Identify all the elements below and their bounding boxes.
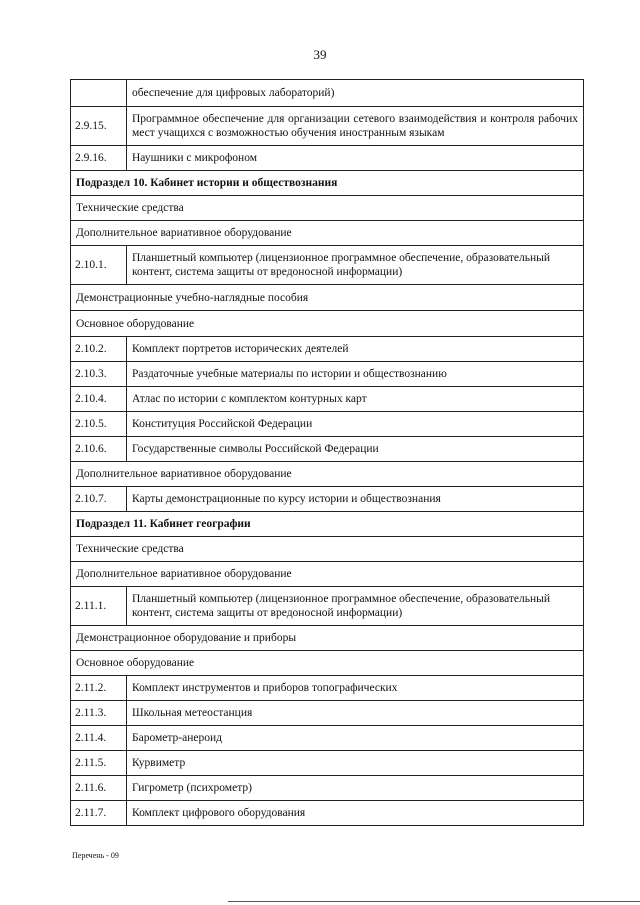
- table-row: [71, 412, 584, 437]
- item-description: Раздаточные учебные материалы по истории и обществознанию: [127, 362, 584, 387]
- item-description: Школьная метеостанция: [127, 701, 584, 726]
- item-description: Карты демонстрационные по курсу истории и обществознания: [127, 487, 584, 512]
- item-number: 2.10.4.: [71, 387, 127, 412]
- item-number: 2.11.2.: [71, 676, 127, 701]
- table-row: [71, 587, 584, 626]
- table-row: [71, 146, 584, 171]
- subsection-title: Подраздел 11. Кабинет географии: [71, 512, 584, 537]
- item-description: Планшетный компьютер (лицензионное программное обеспечение, образовательный контент, система защиты от вредоносной информации): [127, 246, 584, 285]
- item-number: 2.10.5.: [71, 412, 127, 437]
- item-description: Наушники с микрофоном: [127, 146, 584, 171]
- item-number: 2.10.6.: [71, 437, 127, 462]
- category-heading: Технические средства: [71, 196, 584, 221]
- table-row: [71, 487, 584, 512]
- category-row: [71, 285, 584, 311]
- item-number: 2.11.5.: [71, 751, 127, 776]
- category-heading: Демонстрационное оборудование и приборы: [71, 626, 584, 651]
- table-row: [71, 801, 584, 826]
- item-number: 2.10.3.: [71, 362, 127, 387]
- category-heading: Дополнительное вариативное оборудование: [71, 462, 584, 487]
- table-row: [71, 726, 584, 751]
- document-footer: Перечень - 09: [72, 851, 119, 860]
- category-row: [71, 311, 584, 337]
- item-number: 2.11.1.: [71, 587, 127, 626]
- scan-edge-line: [228, 901, 640, 902]
- item-description: Планшетный компьютер (лицензионное программное обеспечение, образовательный контент, система защиты от вредоносной информации): [127, 587, 584, 626]
- item-description: Гигрометр (психрометр): [127, 776, 584, 801]
- subsection-row: [71, 171, 584, 196]
- table-row: [71, 80, 584, 107]
- category-heading: Дополнительное вариативное оборудование: [71, 221, 584, 246]
- category-heading: Дополнительное вариативное оборудование: [71, 562, 584, 587]
- item-number: 2.10.1.: [71, 246, 127, 285]
- table-row: [71, 437, 584, 462]
- category-row: [71, 196, 584, 221]
- subsection-title: Подраздел 10. Кабинет истории и обществознания: [71, 171, 584, 196]
- category-row: [71, 537, 584, 562]
- item-number: 2.11.7.: [71, 801, 127, 826]
- table-row: [71, 676, 584, 701]
- category-heading: Основное оборудование: [71, 651, 584, 676]
- item-description: Курвиметр: [127, 751, 584, 776]
- subsection-row: [71, 512, 584, 537]
- table-row: [71, 362, 584, 387]
- category-row: [71, 562, 584, 587]
- item-number: 2.11.3.: [71, 701, 127, 726]
- table-row: [71, 246, 584, 285]
- item-description: Программное обеспечение для организации сетевого взаимодействия и контроля рабочих мест учащихся с возможностью обучения иностранным языкам: [127, 107, 584, 146]
- table-row: [71, 387, 584, 412]
- item-description: Комплект инструментов и приборов топографических: [127, 676, 584, 701]
- item-description: Комплект цифрового оборудования: [127, 801, 584, 826]
- item-description: Комплект портретов исторических деятелей: [127, 337, 584, 362]
- table-row: [71, 776, 584, 801]
- category-heading: Демонстрационные учебно-наглядные пособия: [71, 285, 584, 311]
- category-heading: Основное оборудование: [71, 311, 584, 337]
- item-description: Барометр-анероид: [127, 726, 584, 751]
- item-number: 2.10.7.: [71, 487, 127, 512]
- category-row: [71, 462, 584, 487]
- equipment-table-body: [71, 80, 584, 826]
- page-number: 39: [313, 47, 327, 62]
- table-row: [71, 337, 584, 362]
- item-description: Атлас по истории с комплектом контурных карт: [127, 387, 584, 412]
- item-number: 2.11.4.: [71, 726, 127, 751]
- equipment-table: [70, 79, 584, 826]
- item-number: [71, 80, 127, 107]
- table-row: [71, 701, 584, 726]
- item-number: 2.11.6.: [71, 776, 127, 801]
- item-number: 2.10.2.: [71, 337, 127, 362]
- category-row: [71, 221, 584, 246]
- category-row: [71, 651, 584, 676]
- item-description: обеспечение для цифровых лабораторий): [127, 80, 584, 107]
- item-description: Конституция Российской Федерации: [127, 412, 584, 437]
- item-number: 2.9.16.: [71, 146, 127, 171]
- table-row: [71, 107, 584, 146]
- item-number: 2.9.15.: [71, 107, 127, 146]
- category-heading: Технические средства: [71, 537, 584, 562]
- category-row: [71, 626, 584, 651]
- item-description: Государственные символы Российской Федерации: [127, 437, 584, 462]
- table-row: [71, 751, 584, 776]
